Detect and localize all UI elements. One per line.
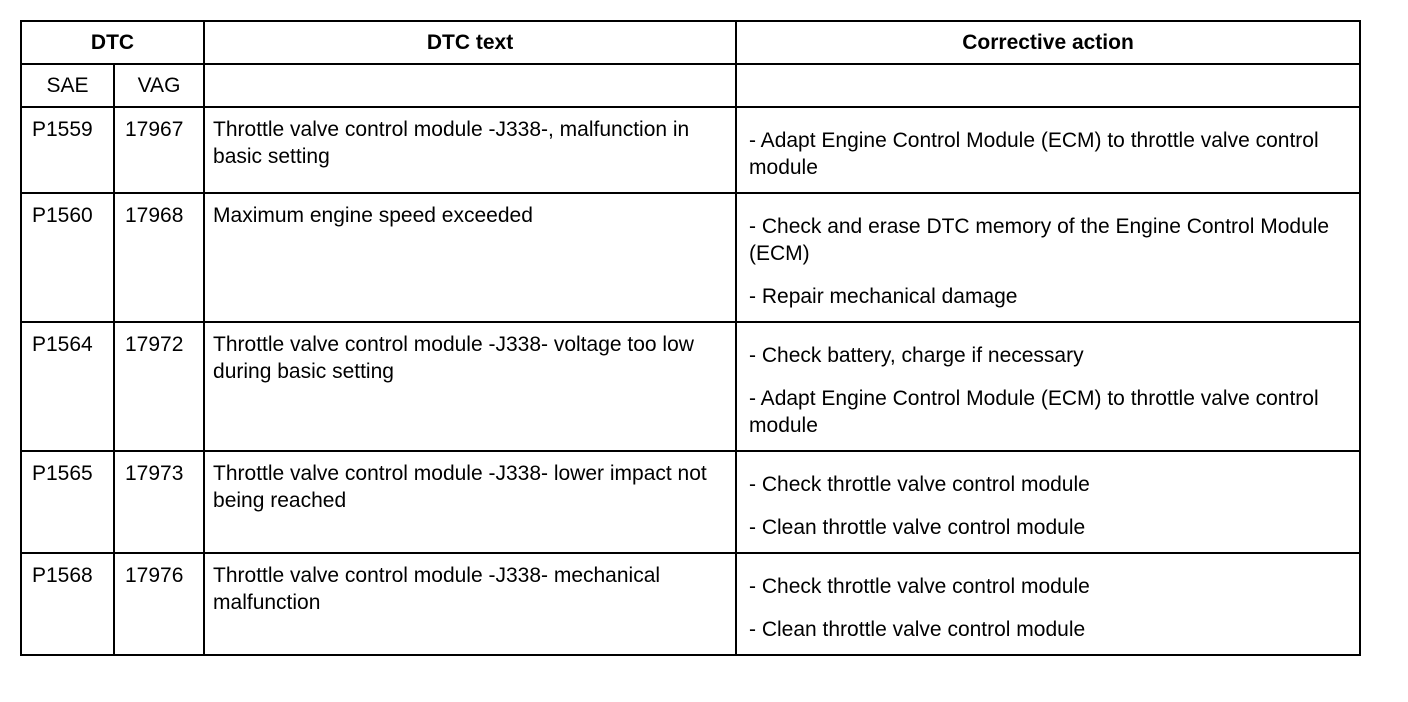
- dtc-table: [20, 20, 1361, 656]
- vag-code: 17976: [114, 553, 204, 655]
- vag-code: 17972: [114, 322, 204, 451]
- dtc-text: Throttle valve control module -J338-, malfunction in basic setting: [204, 107, 736, 193]
- corrective-action: [736, 193, 1360, 322]
- sae-code: P1565: [21, 451, 114, 553]
- corrective-action: [736, 553, 1360, 655]
- table-row: [21, 322, 1360, 451]
- corrective-action: [736, 451, 1360, 553]
- sae-code: P1560: [21, 193, 114, 322]
- action-item: - Check battery, charge if necessary: [749, 344, 1084, 367]
- header-dtc-text: DTC text: [204, 21, 736, 64]
- dtc-text: Throttle valve control module -J338- mechanical malfunction: [204, 553, 736, 655]
- dtc-text: Throttle valve control module -J338- voltage too low during basic setting: [204, 322, 736, 451]
- subheader-row: [21, 64, 1360, 107]
- action-item: - Check throttle valve control module: [749, 575, 1090, 598]
- action-item: - Repair mechanical damage: [749, 285, 1018, 308]
- action-item: - Check and erase DTC memory of the Engine Control Module (ECM): [749, 215, 1330, 265]
- sae-code: P1568: [21, 553, 114, 655]
- vag-code: 17973: [114, 451, 204, 553]
- subheader-empty-text: [204, 64, 736, 107]
- table-row: [21, 451, 1360, 553]
- table-row: [21, 553, 1360, 655]
- subheader-vag: VAG: [114, 64, 204, 107]
- subheader-sae: SAE: [21, 64, 114, 107]
- action-item: - Check throttle valve control module: [749, 473, 1090, 496]
- sae-code: P1564: [21, 322, 114, 451]
- subheader-empty-action: [736, 64, 1360, 107]
- action-item: - Clean throttle valve control module: [749, 516, 1086, 539]
- dtc-text: Maximum engine speed exceeded: [204, 193, 736, 322]
- vag-code: 17968: [114, 193, 204, 322]
- vag-code: 17967: [114, 107, 204, 193]
- corrective-action: [736, 107, 1360, 193]
- action-item: - Adapt Engine Control Module (ECM) to throttle valve control module: [749, 129, 1319, 179]
- header-corrective-action: Corrective action: [736, 21, 1360, 64]
- table-row: [21, 193, 1360, 322]
- dtc-text: Throttle valve control module -J338- lower impact not being reached: [204, 451, 736, 553]
- corrective-action: [736, 322, 1360, 451]
- sae-code: P1559: [21, 107, 114, 193]
- header-row: [21, 21, 1360, 64]
- header-dtc: DTC: [21, 21, 204, 64]
- action-item: - Adapt Engine Control Module (ECM) to throttle valve control module: [749, 387, 1319, 437]
- action-item: - Clean throttle valve control module: [749, 618, 1086, 641]
- table-row: [21, 107, 1360, 193]
